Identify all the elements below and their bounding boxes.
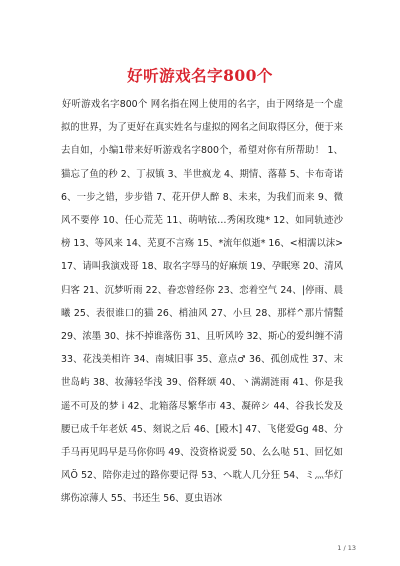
- document-body: 好听游戏名字800个 网名指在网上使用的名字，由于网络是一个虚拟的世界，为了更好在真实姓名与虚拟的网名之间取得区分，便于来去自如，小编1带来好听游戏名字800个，希望对你有所帮助！ 1、猫忘了鱼的秒 2、丁叔镇 3、半世疯龙 4、期情、落幕 5、卡布奇诺 6、一步之错，步步错 7、花开伊人醉 8、未来，为我们而来 9、微风不要停 10、任心荒芜 11、萌呐铱…秀闲玫瑰* 12、如同轨迹沙榜 13、等风来 14、芜夏不言殇 15、*流年似逝* 16、<相濡以沫> 17、请叫我演戏哥 18、取名字辱马的好麻烦 19、孕眠寒 20、清风归客 21、沉梦听雨 22、眷恋曾经你 23、恋着空气 24、|停雨、晨曦 25、表很谁口的猫 26、梢油风 27、小旦 28、那样^那片情㍿ 29、浓墨 30、抹不掉谁落伤 31、且听风吟 32、斯心的爱纠缠不清 33、花浅美相许 34、南城旧事 35、意点♂ 36、孤创成性 37、末世岛屿 38、妆薄轻华浅 39、俗释颂 40、丶满湖涟雨 41、你是我遥不可及的梦 i 42、北箱落尽繁华市 43、凝碎シ 44、谷我长发及腰已成千年老妖 45、刻说之后 46、[殿木] 47、飞佬爱Gg 48、分手马再见吗早是马你你吗 49、没资格说爱 50、么么哒 51、回忆如风Ö 52、陪你走过的路你要记得 53、ヘ耽人几分狂 54、ミ灬华灯绑伤凉薄人 55、书还生 56、夏虫语冰: [61, 99, 343, 505]
- page-number: 1 / 13: [337, 544, 356, 552]
- document-title: 好听游戏名字800个: [127, 66, 273, 85]
